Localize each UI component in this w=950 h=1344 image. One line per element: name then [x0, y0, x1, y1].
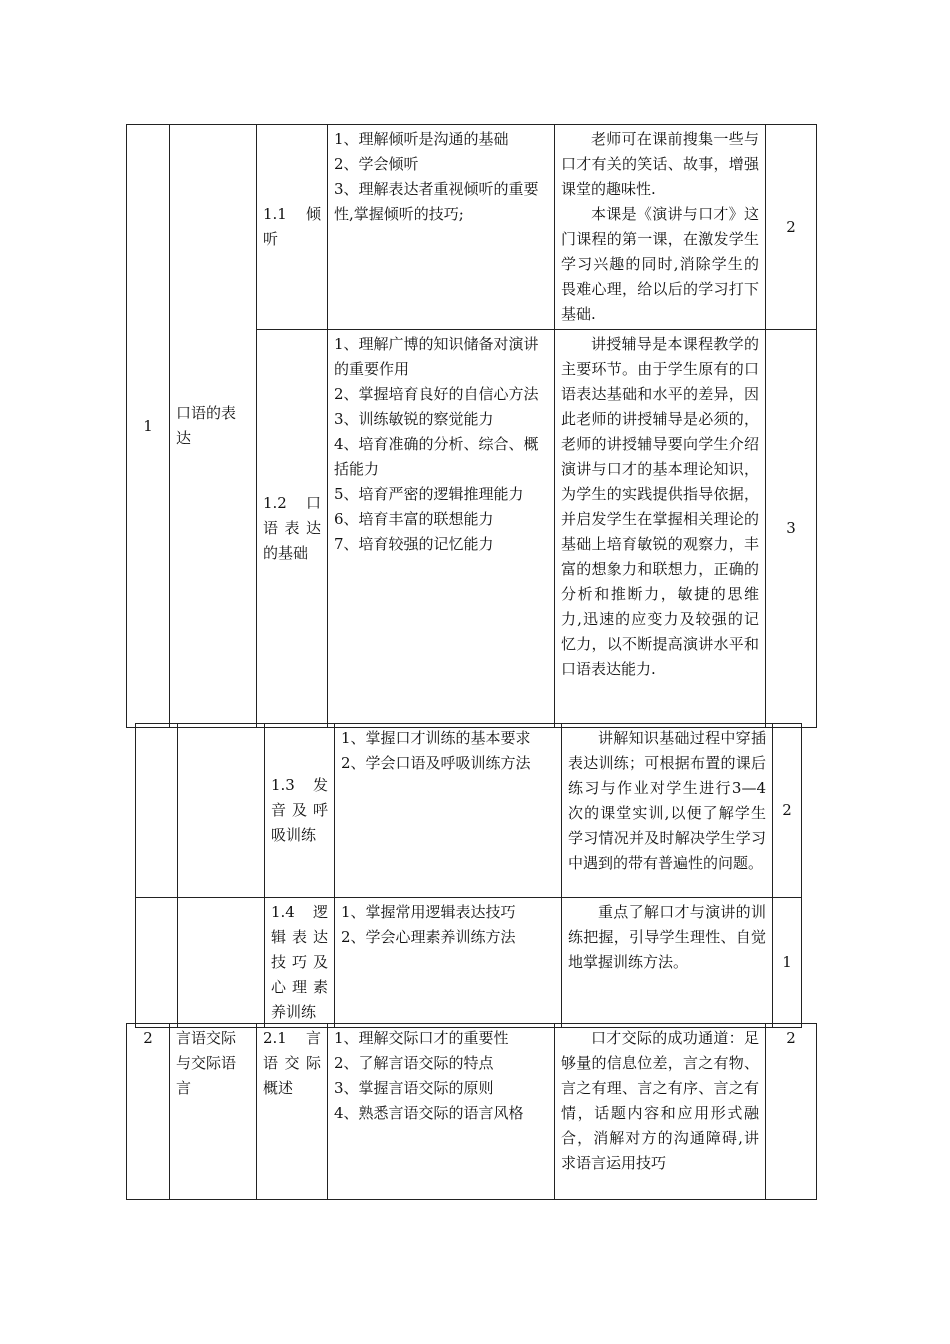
objectives-cell: [328, 125, 555, 330]
objective-item: 1、掌握常用逻辑表达技巧: [341, 903, 516, 921]
objective-item: 6、培育丰富的联想能力: [334, 510, 494, 528]
teaching-notes-cell: [562, 898, 773, 1028]
syllabus-table-part-b: [135, 723, 802, 1028]
objectives-cell: [335, 898, 562, 1028]
section-title-cell: 1.3 发音及呼吸训练: [265, 724, 335, 898]
hours-cell: 3: [766, 330, 817, 728]
note-paragraph: 重点了解口才与演讲的训练把握，引导学生理性、自觉地掌握训练方法。: [568, 903, 766, 971]
teaching-notes-cell: [555, 330, 766, 728]
hours-cell: 1: [773, 898, 802, 1028]
section-title-cell: 1.4 逻辑表达技巧及心理素养训练: [265, 898, 335, 1028]
note-paragraph: 本课是《演讲与口才》这门课程的第一课，在激发学生学习兴趣的同时,消除学生的畏难心理，给以后的学习打下基础.: [561, 205, 759, 323]
hours-cell: 2: [773, 724, 802, 898]
objective-item: 2、学会口语及呼吸训练方法: [341, 754, 531, 772]
objective-item: 3、掌握言语交际的原则: [334, 1079, 494, 1097]
section-title-cell: 1.2 口语表达的基础: [257, 330, 328, 728]
objective-item: 5、培育严密的逻辑推理能力: [334, 485, 524, 503]
syllabus-table-part-a: [126, 124, 817, 728]
objectives-cell: [328, 330, 555, 728]
objective-item: 1、理解交际口才的重要性: [334, 1029, 509, 1047]
empty-number-cell: [136, 898, 178, 1028]
objective-item: 4、熟悉言语交际的语言风格: [334, 1104, 524, 1122]
chapter-number-cell: 1: [127, 125, 170, 728]
objective-item: 2、掌握培育良好的自信心方法: [334, 385, 539, 403]
objective-item: 2、学会倾听: [334, 155, 419, 173]
table-row-2-1: [127, 1024, 817, 1200]
objective-item: 3、训练敏锐的察觉能力: [334, 410, 494, 428]
table-row-1-4: [136, 898, 802, 1028]
objective-item: 2、学会心理素养训练方法: [341, 928, 516, 946]
objective-item: 1、掌握口才训练的基本要求: [341, 729, 531, 747]
section-title-cell: 2.1 言语交际概述: [257, 1024, 328, 1200]
objective-item: 7、培育较强的记忆能力: [334, 535, 494, 553]
empty-chapter-cell: [178, 898, 265, 1028]
objective-item: 4、培育准确的分析、综合、概括能力: [334, 435, 539, 478]
chapter-number-cell: 2: [127, 1024, 170, 1200]
empty-number-cell: [136, 724, 178, 898]
chapter-title-cell: 言语交际与交际语言: [170, 1024, 257, 1200]
teaching-notes-cell: [555, 125, 766, 330]
teaching-notes-cell: [555, 1024, 766, 1200]
teaching-notes-cell: [562, 724, 773, 898]
chapter-title-cell: 口语的表达: [170, 125, 257, 728]
objective-item: 1、理解倾听是沟通的基础: [334, 130, 509, 148]
objective-item: 1、理解广博的知识储备对演讲的重要作用: [334, 335, 539, 378]
table-row-1-1: [127, 125, 817, 330]
syllabus-table-part-c: [126, 1023, 817, 1200]
section-title-cell: 1.1 倾听: [257, 125, 328, 330]
note-paragraph: 老师可在课前搜集一些与口才有关的笑话、故事，增强课堂的趣味性.: [561, 130, 759, 198]
empty-chapter-cell: [178, 724, 265, 898]
objectives-cell: [328, 1024, 555, 1200]
note-paragraph: 讲授辅导是本课程教学的主要环节。由于学生原有的口语表达基础和水平的差异，因此老师的讲授辅导是必须的，老师的讲授辅导要向学生介绍演讲与口才的基本理论知识，为学生的实践提供指导依据，并启发学生在掌握相关理论的基础上培育敏锐的观察力，丰富的想象力和联想力，正确的分析和推断力，敏捷的思维力,迅速的应变力及较强的记忆力，以不断提高演讲水平和口语表达能力.: [561, 335, 759, 678]
objectives-cell: [335, 724, 562, 898]
table-row-1-3: [136, 724, 802, 898]
objective-item: 3、理解表达者重视倾听的重要性,掌握倾听的技巧;: [334, 180, 539, 223]
hours-cell: 2: [766, 125, 817, 330]
note-paragraph: 讲解知识基础过程中穿插表达训练；可根据布置的课后练习与作业对学生进行3—4次的课堂实训,以便了解学生学习情况并及时解决学生学习中遇到的带有普遍性的问题。: [568, 729, 766, 872]
hours-cell: 2: [766, 1024, 817, 1200]
objective-item: 2、了解言语交际的特点: [334, 1054, 494, 1072]
note-paragraph: 口才交际的成功通道：足够量的信息位差，言之有物、言之有理、言之有序、言之有情，话题内容和应用形式融合，消解对方的沟通障碍,讲求语言运用技巧: [561, 1029, 759, 1172]
